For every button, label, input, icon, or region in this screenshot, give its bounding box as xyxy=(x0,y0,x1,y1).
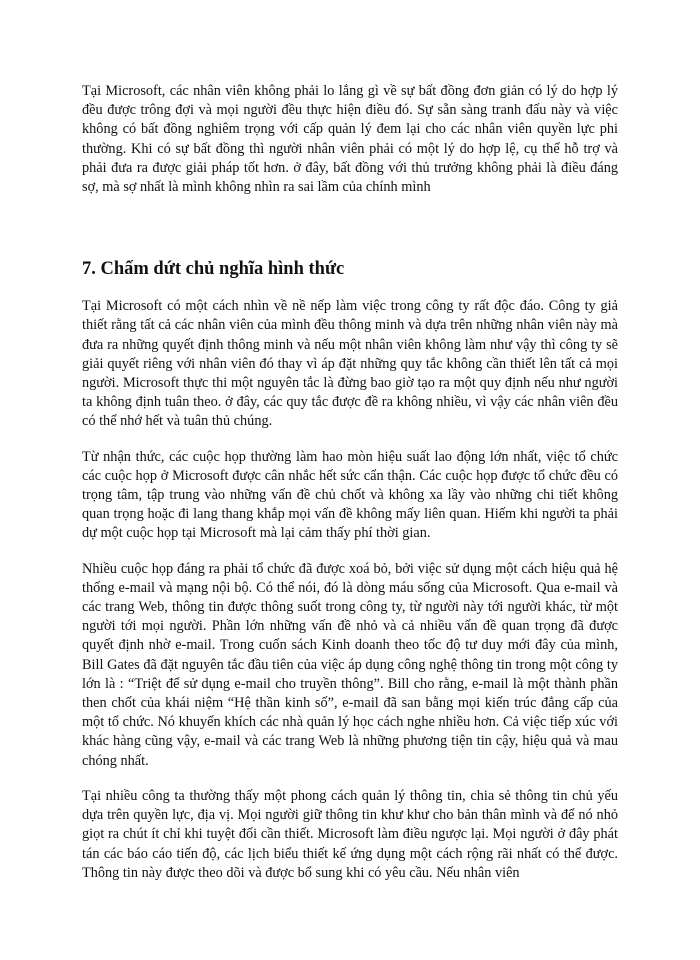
intro-paragraph: Tại Microsoft, các nhân viên không phải lo lắng gì về sự bất đồng đơn giản có lý do hợp lý đều được trông đợi và mọi người đều thực hiện điều đó. Sự sẵn sàng tranh đấu này và việc không có bất đồng nghiêm trọng với cấp quản lý đem lại cho các nhân viên quyền lực phi thường. Khi có sự bất đồng thì người nhân viên phải có một lý do hợp lệ, cụ thể hỗ trợ và phải đưa ra được giải pháp tốt hơn. ở đây, bất đồng với thủ trưởng không phải là điều đáng sợ, mà sợ nhất là mình không nhìn ra sai lầm của chính mình xyxy=(82,83,618,196)
document-page xyxy=(82,82,618,899)
body-paragraph: Tại Microsoft có một cách nhìn về nề nếp làm việc trong công ty rất độc đáo. Công ty giả thiết rằng tất cả các nhân viên của mình đều thông minh và dựa trên những nhân viên này mà đưa ra những quyết định thông minh và nếu một nhân viên không làm như vậy thì công ty sẽ giải quyết riêng với nhân viên đó thay vì áp đặt những quy tắc không cần thiết lên tất cả mọi người. Microsoft thực thi một nguyên tắc là đừng bao giờ tạo ra một quy định nếu như người ta không định tuân theo. ở đây, các quy tắc được đề ra không nhiều, vì vậy các nhân viên đều có thể nhớ hết và tuân thủ chúng. xyxy=(82,298,618,430)
body-paragraph: Từ nhận thức, các cuộc họp thường làm hao mòn hiệu suất lao động lớn nhất, việc tổ chức các cuộc họp ở Microsoft được cân nhắc hết sức cẩn thận. Các cuộc họp được tổ chức đều có trọng tâm, tập trung vào những vấn đề chủ chốt và không xa lầy vào những chi tiết không quan trọng hoặc đi lang thang khắp mọi vấn đề không mấy liên quan. Hiếm khi người ta phải dự một cuộc họp tại Microsoft mà lại cảm thấy phí thời gian. xyxy=(82,448,618,542)
body-paragraph: Tại nhiều công ta thường thấy một phong cách quản lý thông tin, chia sẻ thông tin chủ yếu dựa trên quyền lực, địa vị. Mọi người giữ thông tin khư khư cho bản thân mình và để nó nhỏ giọt ra chút ít chỉ khi tuyệt đối cần thiết. Microsoft làm điều ngược lại. Mọi người ở đây phát tán các báo cáo tiến độ, các lịch biểu thiết kế ứng dụng một cách rộng rãi nhất có thể được. Thông tin này được theo dõi và được bổ sung khi có yêu cầu. Nếu nhân viên xyxy=(82,787,618,881)
section-heading: 7. Chấm dứt chủ nghĩa hình thức xyxy=(82,259,345,280)
body-paragraph: Nhiều cuộc họp đáng ra phải tổ chức đã được xoá bỏ, bởi việc sử dụng một cách hiệu quả hệ thống e-mail và mạng nội bộ. Có thể nói, đó là dòng máu sống của Microsoft. Qua e-mail và các trang Web, thông tin được thông suốt trong công ty, từ người này tới người khác, từ một người tới mọi người. Phần lớn những vấn đề nhỏ và cả nhiều vấn đề quan trọng đã được quyết định nhờ e-mail. Trong cuốn sách Kinh doanh theo tốc độ tư duy mới đây của mình, Bill Gates đã đặt nguyên tắc đầu tiên của việc áp dụng công nghệ thông tin trong một công ty lớn là : “Triệt để sử dụng e-mail cho truyền thông”. Bill cho rằng, e-mail là một thành phần then chốt của khái niệm “Hệ thần kinh số”, e-mail đã san bằng mọi kiến trúc đẳng cấp của một tổ chức. Nó khuyến khích các nhà quản lý học cách nghe nhiều hơn. Cả việc tiếp xúc với khác hàng cũng vậy, e-mail và các trang Web là những phương tiện tin cậy, hiệu quả và mau chóng nhất. xyxy=(82,560,618,769)
